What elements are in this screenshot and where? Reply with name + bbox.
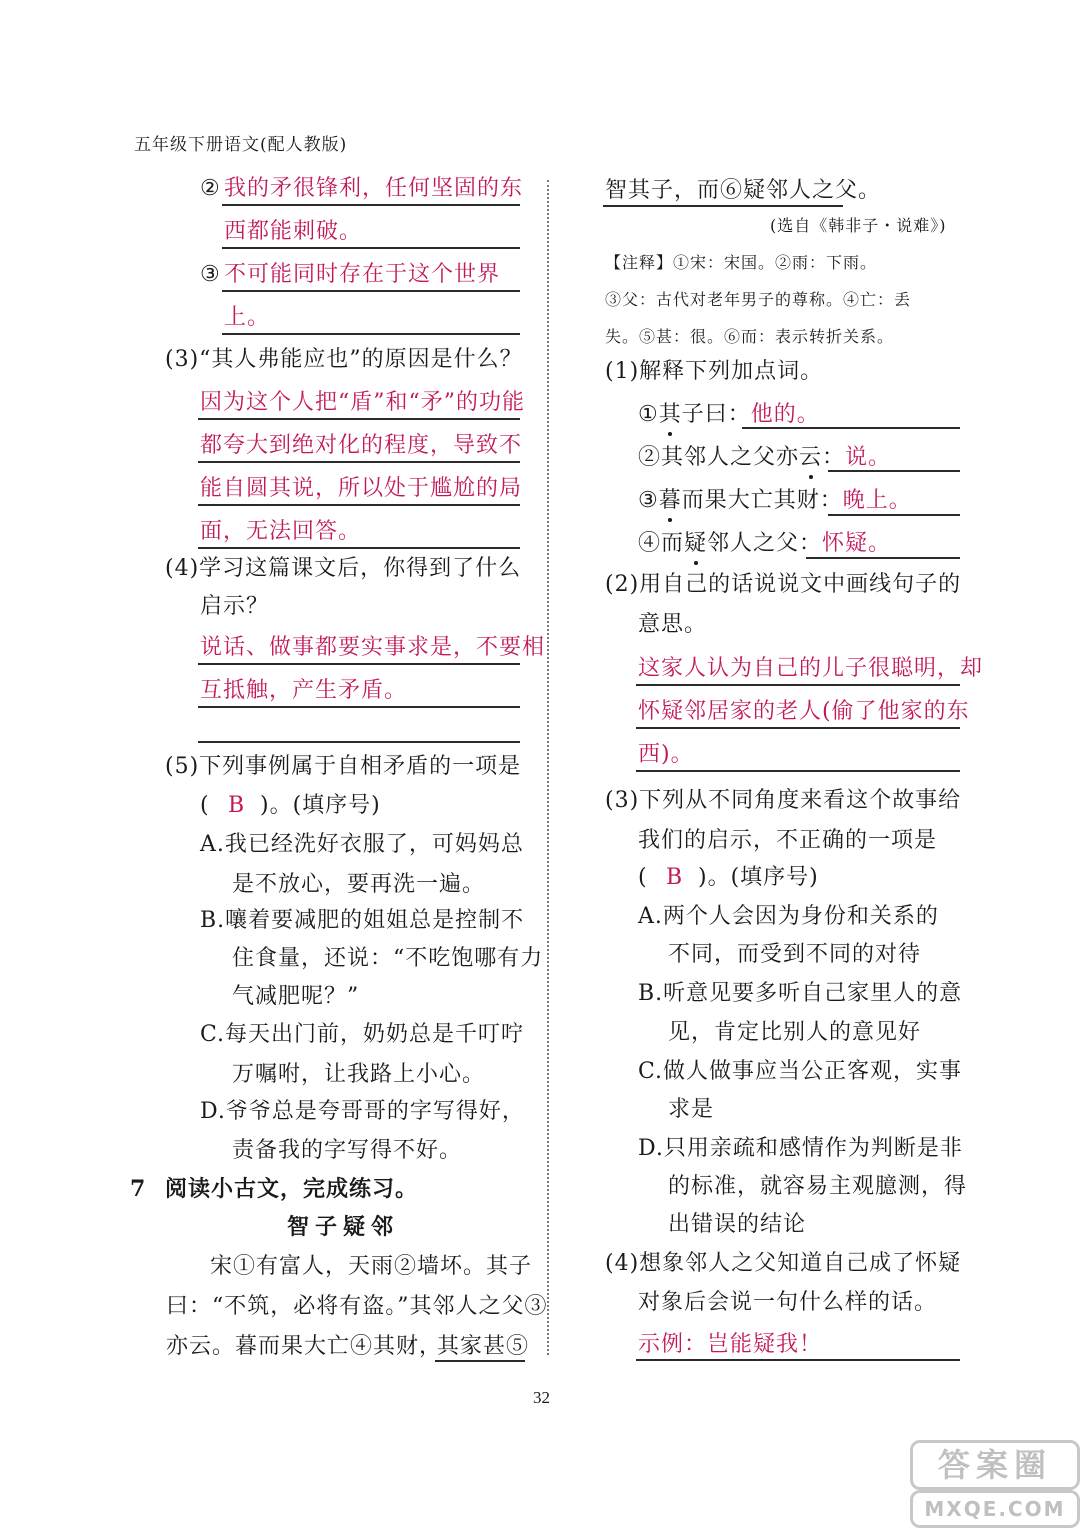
r-q2-question-line1: (2)用自己的话说说文中画线句子的 bbox=[605, 572, 962, 597]
r-q1-item-4-answer: 怀疑。 bbox=[822, 531, 892, 556]
q3-answer-line: 都夸大到绝对化的程度，导致不 bbox=[200, 433, 523, 458]
answer-underline bbox=[636, 770, 960, 772]
q4-question-line1: (4)学习这篇课文后，你得到了什么 bbox=[165, 556, 522, 581]
answer-underline bbox=[198, 663, 520, 665]
answer-underline bbox=[198, 547, 520, 549]
answer-underline bbox=[828, 470, 960, 472]
r-q3-paren-open: ( bbox=[638, 865, 648, 890]
q5-option-b: B.嚷着要减肥的姐姐总是控制不 bbox=[200, 908, 525, 933]
answer-underline bbox=[636, 727, 960, 729]
r-q1-question: (1)解释下列加点词。 bbox=[605, 359, 824, 384]
passage-title: 智子疑邻 bbox=[287, 1214, 400, 1240]
passage-line: 宋①有富人，天雨②墙坏。其子 bbox=[210, 1254, 533, 1279]
passage-line-underlined: 智其子，而⑥疑邻人之父。 bbox=[605, 178, 882, 203]
q2-option-2-line2: 西都能刺破。 bbox=[224, 219, 363, 244]
page-number: 32 bbox=[533, 1388, 550, 1407]
watermark-sub: MXQE.COM bbox=[910, 1490, 1080, 1528]
q5-option-a: 是不放心，要再洗一遍。 bbox=[232, 872, 486, 897]
q5-option-b: 住食量，还说：“不吃饱哪有力 bbox=[232, 946, 544, 971]
r-q1-item-2: ②其邻人之父亦云：说。 bbox=[638, 443, 891, 473]
r-q4-answer: 示例：岂能疑我！ bbox=[638, 1332, 823, 1357]
passage-line: 亦云。暮而果大亡④其财， bbox=[166, 1334, 443, 1359]
r-q1-item-3: ③暮而果大亡其财：晚上。 bbox=[638, 486, 912, 516]
q5-option-d: 责备我的字写得不好。 bbox=[232, 1138, 463, 1163]
passage-underline bbox=[603, 205, 843, 207]
r-q3-option-c: 求是 bbox=[668, 1097, 715, 1122]
q2-option-2-num: ② bbox=[200, 176, 221, 201]
q4-question-line2: 启示？ bbox=[200, 594, 270, 619]
r-q3-option-d: D.只用亲疏和感情作为判断是非 bbox=[638, 1136, 963, 1161]
answer-underline bbox=[636, 684, 960, 686]
q5-paren-close: )。(填序号) bbox=[260, 793, 381, 818]
answer-underline bbox=[222, 333, 520, 335]
r-q2-answer-line: 这家人认为自己的儿子很聪明，却 bbox=[638, 656, 984, 681]
r-q4-question-line2: 对象后会说一句什么样的话。 bbox=[638, 1290, 938, 1315]
q7-instruction: 阅读小古文，完成练习。 bbox=[165, 1176, 419, 1202]
answer-underline bbox=[198, 461, 520, 463]
r-q3-option-a: A.两个人会因为身份和关系的 bbox=[638, 904, 939, 929]
r-q3-option-d: 出错误的结论 bbox=[668, 1212, 807, 1237]
r-q3-option-d: 的标准，就容易主观臆测，得 bbox=[668, 1174, 968, 1199]
answer-underline bbox=[742, 427, 960, 429]
r-q1-item-4: ④而疑邻人之父：怀疑。 bbox=[638, 529, 891, 559]
q5-option-c: 万嘱咐，让我路上小心。 bbox=[232, 1062, 486, 1087]
q5-answer: B bbox=[228, 793, 246, 818]
r-q1-item-1: ①其子曰：他的。 bbox=[638, 400, 820, 430]
r-q3-question-line1: (3)下列从不同角度来看这个故事给 bbox=[605, 788, 962, 813]
watermark-logo bbox=[910, 1440, 1080, 1530]
answer-underline bbox=[636, 1359, 960, 1361]
r-q1-item-2-answer: 说。 bbox=[845, 445, 892, 470]
q3-answer-line: 因为这个人把“盾”和“矛”的功能 bbox=[200, 390, 525, 415]
r-q2-answer-line: 怀疑邻居家的老人(偷了他家的东 bbox=[638, 699, 970, 724]
q5-option-b: 气减肥呢？” bbox=[232, 984, 360, 1009]
r-q1-item-1-answer: 他的。 bbox=[750, 402, 820, 427]
q5-paren-open: ( bbox=[200, 793, 210, 818]
r-q3-option-b: B.听意见要多听自己家里人的意 bbox=[638, 981, 963, 1006]
q5-option-d: D.爷爷总是夸哥哥的字写得好， bbox=[200, 1099, 525, 1124]
passage-line-underlined: 其家甚⑤ bbox=[437, 1334, 530, 1359]
watermark-main: 答案圈 bbox=[910, 1440, 1080, 1490]
answer-underline bbox=[198, 504, 520, 506]
r-q3-paren-close: )。(填序号) bbox=[698, 865, 819, 890]
r-q3-question-line2: 我们的启示，不正确的一项是 bbox=[638, 828, 938, 853]
r-q3-answer: B bbox=[666, 865, 684, 890]
r-q2-question-line2: 意思。 bbox=[638, 612, 708, 637]
page-header: 五年级下册语文(配人教版) bbox=[134, 135, 348, 155]
passage-underline bbox=[435, 1360, 525, 1362]
r-q4-question-line1: (4)想象邻人之父知道自己成了怀疑 bbox=[605, 1251, 962, 1276]
q5-option-a: A.我已经洗好衣服了，可妈妈总 bbox=[200, 832, 524, 857]
notes-line: 失。⑤甚：很。⑥而：表示转折关系。 bbox=[605, 327, 895, 346]
q7-number: 7 bbox=[130, 1176, 147, 1202]
q2-option-3-line2: 上。 bbox=[224, 305, 271, 330]
passage-source: (选自《韩非子・说难》) bbox=[770, 216, 947, 235]
q4-answer-line: 互抵触，产生矛盾。 bbox=[200, 678, 408, 703]
r-q3-option-a: 不同，而受到不同的对待 bbox=[668, 942, 922, 967]
r-q1-item-3-answer: 晚上。 bbox=[842, 488, 912, 513]
r-q2-answer-line: 西)。 bbox=[638, 742, 694, 767]
passage-line: 曰：“不筑，必将有盗。”其邻人之父③ bbox=[166, 1294, 548, 1319]
q3-answer-line: 面，无法回答。 bbox=[200, 519, 362, 544]
answer-underline bbox=[222, 247, 520, 249]
answer-underline bbox=[222, 204, 520, 206]
answer-underline bbox=[198, 418, 520, 420]
r-q3-option-b: 见，肯定比别人的意见好 bbox=[668, 1020, 922, 1045]
answer-underline bbox=[198, 706, 520, 708]
q2-option-3-line1: 不可能同时存在于这个世界 bbox=[224, 262, 501, 287]
q2-option-2-line1: 我的矛很锋利，任何坚固的东 bbox=[224, 176, 524, 201]
notes-line: 【注释】①宋：宋国。②雨：下雨。 bbox=[605, 253, 878, 272]
column-divider bbox=[547, 180, 549, 1355]
notes-line: ③父：古代对老年男子的尊称。④亡：丢 bbox=[605, 290, 912, 309]
q5-option-c: C.每天出门前，奶奶总是千叮咛 bbox=[200, 1022, 525, 1047]
q3-question: (3)“其人弗能应也”的原因是什么？ bbox=[165, 347, 523, 372]
q4-answer-line: 说话、做事都要实事求是，不要相 bbox=[200, 635, 546, 660]
q5-question: (5)下列事例属于自相矛盾的一项是 bbox=[165, 754, 522, 779]
q3-answer-line: 能自圆其说，所以处于尴尬的局 bbox=[200, 476, 523, 501]
answer-underline bbox=[828, 514, 960, 516]
answer-underline bbox=[806, 557, 960, 559]
answer-underline bbox=[222, 290, 520, 292]
r-q3-option-c: C.做人做事应当公正客观，实事 bbox=[638, 1059, 963, 1084]
q2-option-3-num: ③ bbox=[200, 262, 221, 287]
answer-underline bbox=[198, 741, 520, 743]
